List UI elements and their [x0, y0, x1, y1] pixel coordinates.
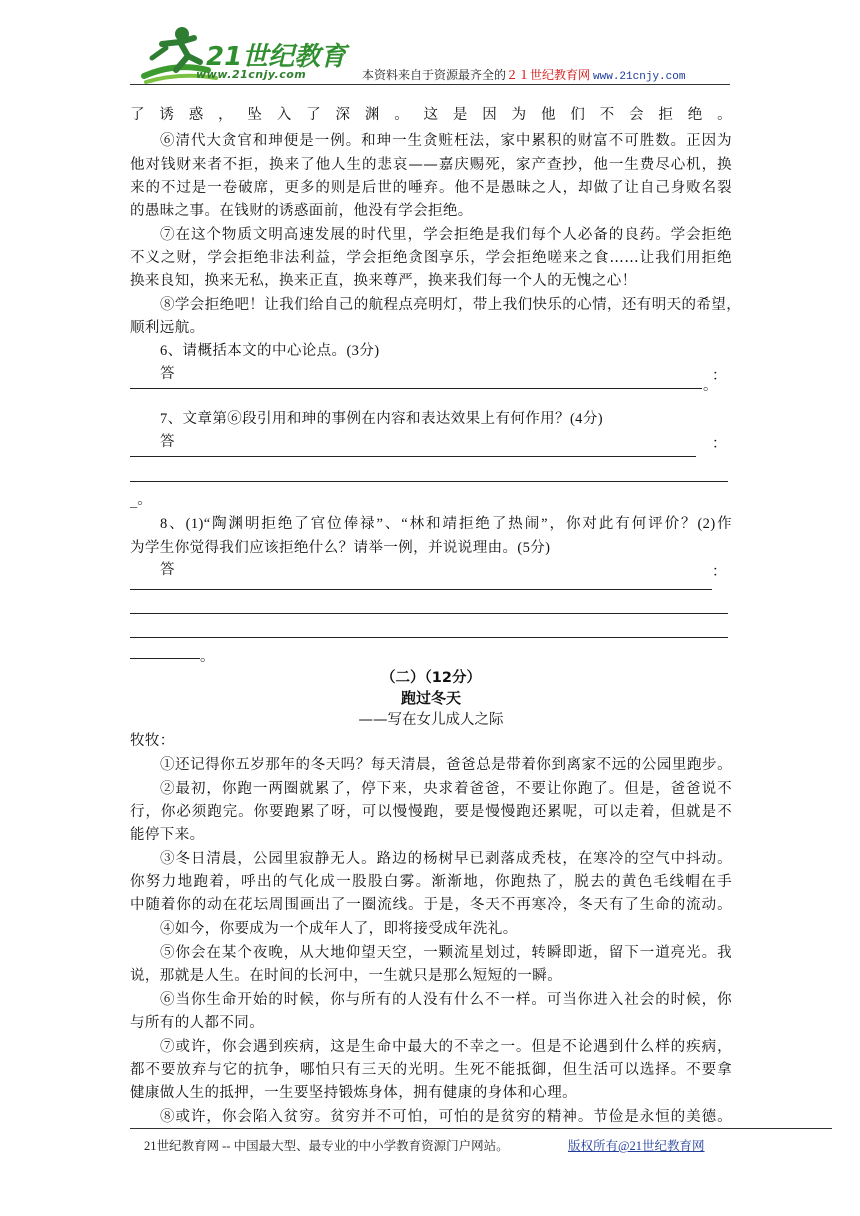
answer-label-q6: 答 [160, 366, 175, 382]
answer-line-q6[interactable] [130, 388, 702, 389]
question-8-line-2: 为学生你觉得我们应该拒绝什么？请举一例，并说说理由。(5分) [130, 540, 551, 556]
answer-line-q8-1[interactable] [130, 589, 712, 590]
answer-period-q8: 。 [200, 649, 215, 665]
article2-line-12: 与所有的人都不同。 [130, 1015, 265, 1031]
logo-text: 21世纪教育 [206, 42, 347, 72]
logo-url: www.21cnjy.com [196, 68, 307, 81]
article1-line-6: ⑦在这个物质文明高速发展的时代里，学会拒绝是我们每个人必备的良药。学会拒绝 [160, 227, 732, 243]
answer-colon-q6: ： [712, 368, 727, 384]
article2-line-13: ⑦或许，你会遇到疾病，这是生命中最大的不幸之一。但是不论遇到什么样的疾病， [160, 1039, 732, 1055]
section-2-subtitle: ——写在女儿成人之际 [358, 712, 504, 728]
article2-line-11: ⑥当你生命开始的时候，你与所有的人没有什么不一样。可当你进入社会的时候，你 [160, 992, 732, 1008]
article1-line-10: 顺利远航。 [130, 320, 205, 336]
question-6: 6、请概括本文的中心论点。(3分) [160, 343, 380, 359]
article1-line-8: 换来良知，换来无私，换来正直，换来尊严，换来我们每一个人的无愧之心！ [130, 273, 637, 289]
answer-line-q8-2[interactable] [130, 613, 728, 614]
header-note-prefix: 本资料来自于资源最齐全的 [362, 68, 507, 82]
article1-line-1: 了诱惑，坠入了深渊。这是因为他们不会拒绝。 [130, 107, 732, 123]
answer-label-q8: 答 [160, 562, 175, 578]
article1-line-4: 来的不过是一卷破席，更多的则是后世的唾弃。他不是愚昧之人，却做了让自己身败名裂 [130, 180, 732, 196]
answer-colon-q7: ： [712, 436, 727, 452]
article2-line-9: ⑤你会在某个夜晚，从大地仰望天空，一颗流星划过，转瞬即逝，留下一道亮光。我 [160, 945, 732, 961]
answer-line-q7-1[interactable] [130, 456, 696, 457]
answer-line-q7-2[interactable] [130, 481, 728, 482]
footer-copyright-link[interactable]: 版权所有@21世纪教育网 [568, 1139, 705, 1153]
question-7: 7、文章第⑥段引用和珅的事例在内容和表达效果上有何作用？(4分) [160, 411, 603, 427]
article2-line-1: ①还记得你五岁那年的冬天吗？每天清晨，爸爸总是带着你到离家不远的公园里跑步。 [160, 757, 732, 773]
article2-line-2: ②最初，你跑一两圈就累了，停下来，央求着爸爸，不要让你跑了。但是，爸爸说不 [160, 781, 732, 797]
article2-line-3: 行，你必须跑完。你要跑累了呀，可以慢慢跑，要是慢慢跑还累呢，可以走着，但就是不 [130, 804, 732, 820]
article2-line-14: 都不要放弃与它的抗争，哪怕只有三天的光明。生死不能抵御，但生活可以选择。不要拿 [130, 1062, 732, 1078]
article1-line-2: ⑥清代大贪官和珅便是一例。和珅一生贪赃枉法，家中累积的财富不可胜数。正因为 [160, 133, 732, 149]
question-8-line-1: 8、(1)“陶渊明拒绝了官位俸禄”、“林和靖拒绝了热闹”，你对此有何评价？(2)作 [160, 516, 732, 532]
header-divider [130, 84, 730, 85]
answer-tail-q7: _。 [130, 492, 152, 508]
article1-line-5: 的愚昧之事。在钱财的诱惑面前，他没有学会拒绝。 [130, 203, 473, 219]
article2-line-16: ⑧或许，你会陷入贫穷。贫穷并不可怕，可怕的是贫穷的精神。节俭是永恒的美德。 [160, 1109, 732, 1125]
header-note [362, 66, 685, 83]
article1-line-7: 不义之财，学会拒绝非法利益，学会拒绝贪图享乐，学会拒绝嗟来之食……让我们用拒绝 [130, 250, 732, 266]
article2-line-4: 能停下来。 [130, 827, 205, 843]
salutation: 牧牧： [130, 733, 175, 749]
article2-line-7: 中随着你的动在花坛周围画出了一圈流线。于是，冬天不再寒冷，冬天有了生命的流动。 [130, 897, 732, 913]
article2-line-10: 说，那就是人生。在时间的长河中，一生就只是那么短短的一瞬。 [130, 968, 563, 984]
answer-line-q8-3[interactable] [130, 637, 728, 638]
article2-line-15: 健康做人生的抵押，一生要坚持锻炼身体，拥有健康的身体和心理。 [130, 1085, 577, 1101]
answer-colon-q8: ： [712, 564, 727, 580]
header-url-link[interactable]: www.21cnjy.com [593, 71, 686, 83]
answer-label-q7: 答 [160, 434, 175, 450]
section-2-heading: （二）（12分） [381, 670, 481, 686]
site-logo[interactable] [136, 22, 347, 86]
footer-divider [130, 1128, 832, 1129]
article2-line-6: 你努力地跑着，呼出的气化成一股股白雾。渐渐地，你跑热了，脱去的黄色毛线帽在手 [130, 874, 732, 890]
article2-line-5: ③冬日清晨，公园里寂静无人。路边的杨树早已剥落成秃枝，在寒冷的空气中抖动。 [160, 851, 732, 867]
section-2-title: 跑过冬天 [400, 689, 461, 707]
answer-period-q6: 。 [703, 378, 718, 394]
article1-line-9: ⑧学会拒绝吧！让我们给自己的航程点亮明灯，带上我们快乐的心情，还有明天的希望， [160, 297, 742, 313]
article1-line-3: 他对钱财来者不拒，换来了他人生的悲哀——嘉庆赐死，家产查抄，他一生费尽心机，换 [130, 157, 732, 173]
article2-line-8: ④如今，你要成为一个成年人了，即将接受成年洗礼。 [160, 921, 518, 937]
footer-text: 21世纪教育网 -- 中国最大型、最专业的中小学教育资源门户网站。 [144, 1139, 509, 1153]
answer-line-q8-4[interactable] [130, 658, 200, 659]
header-brand-link[interactable]: ２１世纪教育网 [506, 68, 591, 82]
